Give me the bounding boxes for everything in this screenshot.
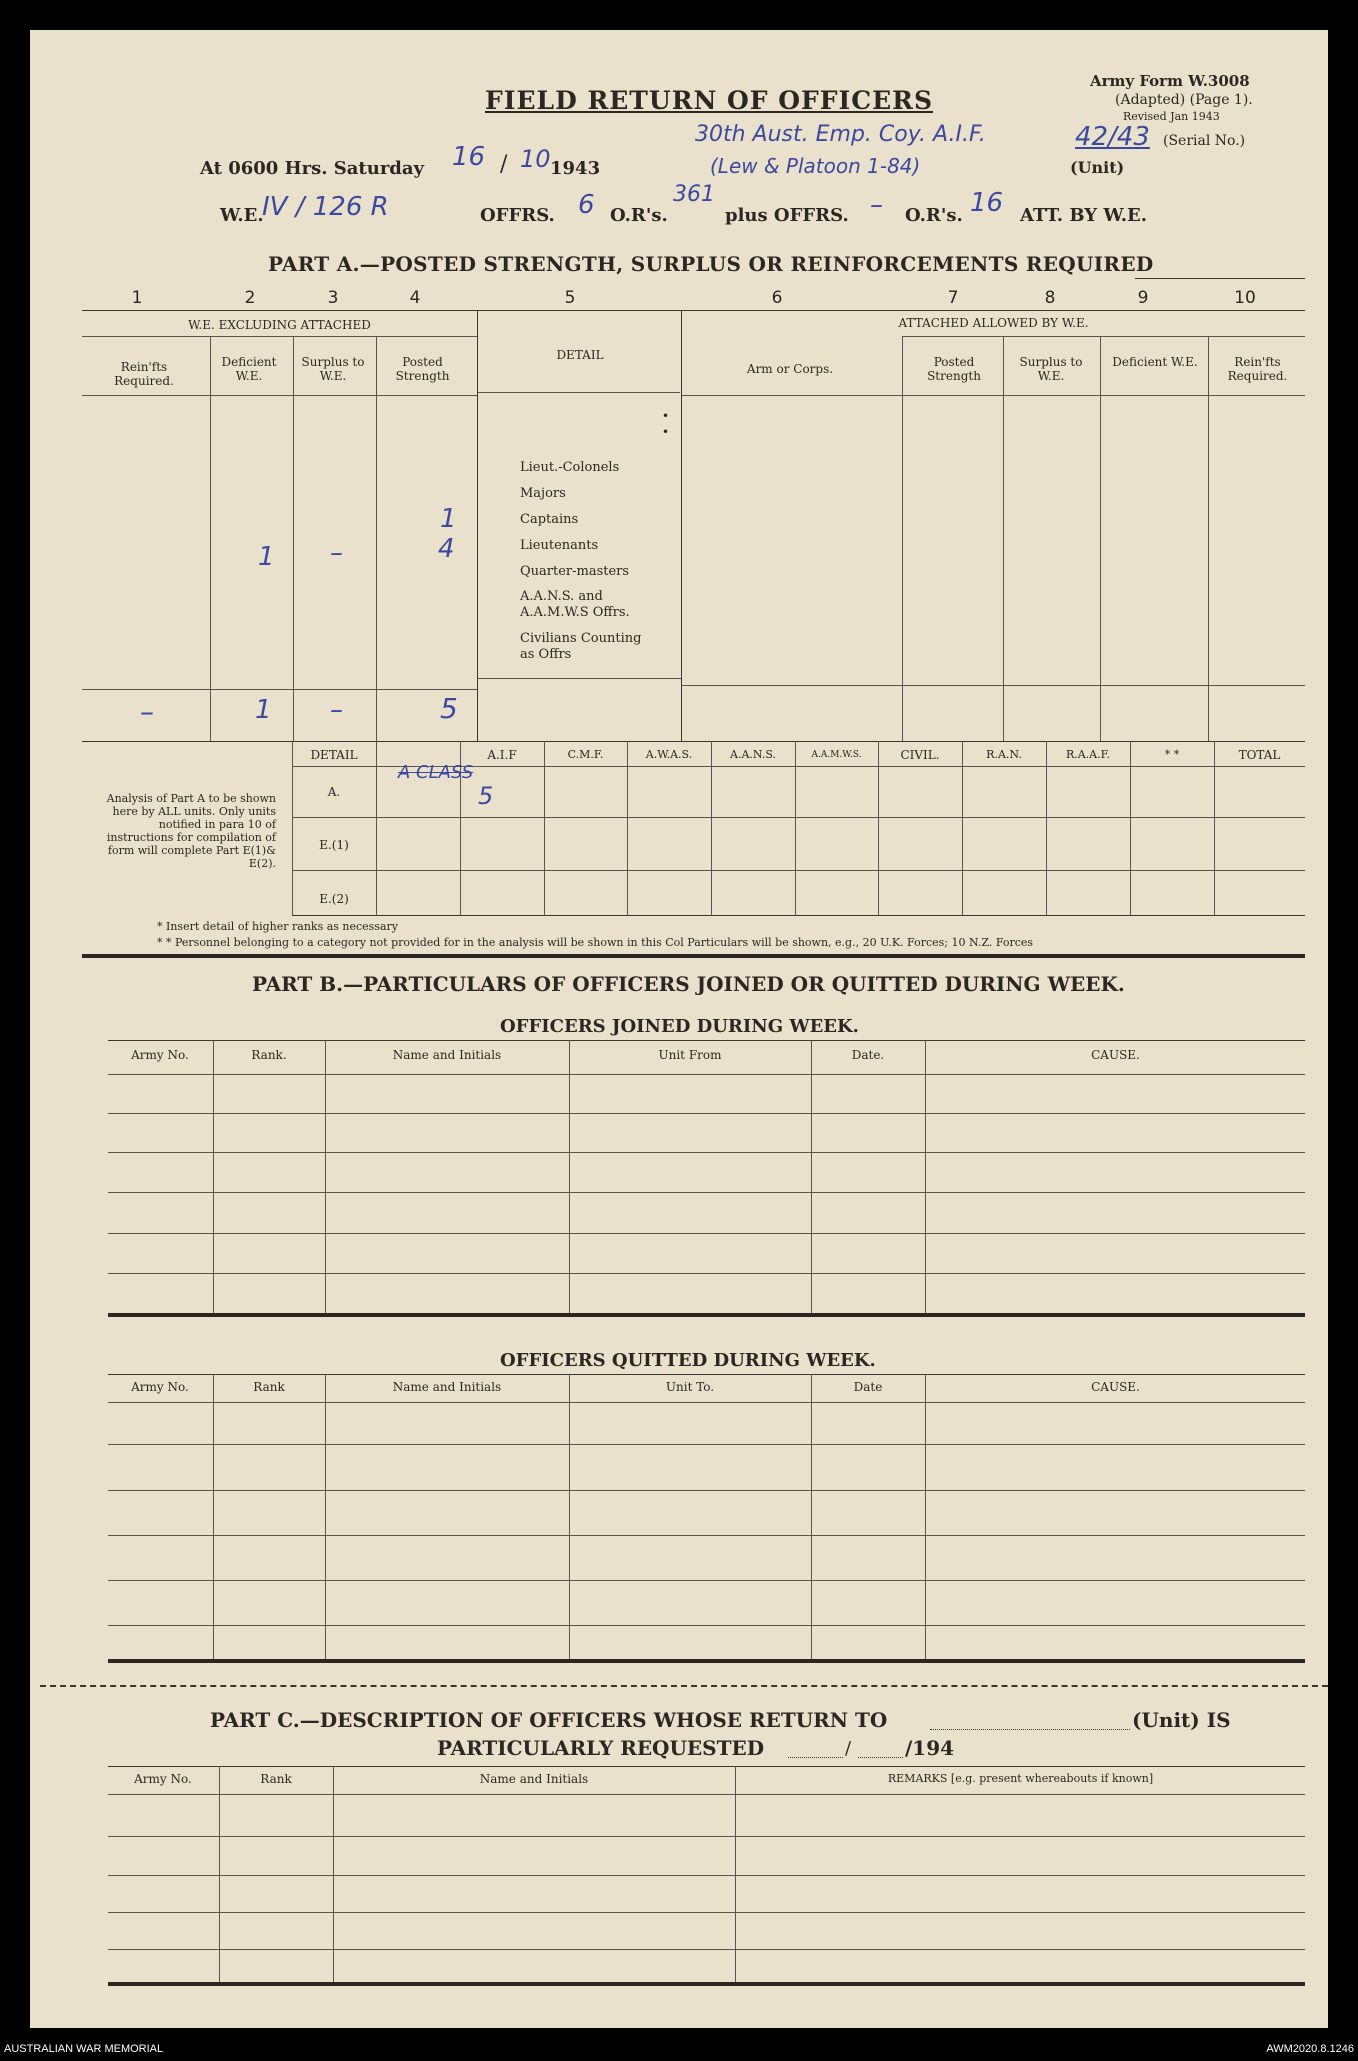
hw-lieutenants: 4 <box>438 534 455 564</box>
hw-unit-line1: 30th Aust. Emp. Coy. A.I.F. <box>695 122 986 147</box>
col-posted-r: Posted Strength <box>927 355 981 383</box>
hw-total-reinfts: – <box>140 695 154 728</box>
hw-unit-line2: (Lew & Platoon 1-84) <box>710 154 921 178</box>
footnote-2: * * Personnel belonging to a category not provided for in the analysis will be shown in this Col Particulars will be shown, e.g., 20 U.K. Forces; 10 N.Z. Forces <box>157 936 1034 949</box>
hw-offrs: 6 <box>578 190 595 220</box>
analysis-row-e2: E.(2) <box>319 892 349 906</box>
rank-list: Lieut.-Colonels Majors Captains Lieutenants Quarter-masters A.A.N.S. and A.A.M.W.S Offrs. Civilians Counting as Offrs <box>520 460 642 662</box>
serial-label: (Serial No.) <box>1163 133 1246 149</box>
part-c-month-blank[interactable] <box>858 1736 903 1758</box>
hw-captains: 1 <box>440 504 457 534</box>
form-number: Army Form W.3008 <box>1090 72 1250 90</box>
hw-aclass: A CLASS <box>398 762 474 783</box>
col-posted: Posted Strength <box>395 355 450 383</box>
hw-ors2: 16 <box>970 188 1004 218</box>
we-label: W.E. <box>220 205 264 226</box>
part-c-title-b: (Unit) IS <box>1132 1708 1231 1732</box>
form-title: FIELD RETURN OF OFFICERS <box>485 86 934 115</box>
hw-month: 10 <box>520 145 551 173</box>
form-revised: Revised Jan 1943 <box>1123 110 1220 123</box>
form-adapted: (Adapted) (Page 1). <box>1115 92 1253 108</box>
hw-serial: 42/43 <box>1075 122 1150 152</box>
col-reinfts: Rein'fts Required. <box>114 360 174 388</box>
hw-ors: 361 <box>673 182 715 207</box>
col-deficient-r: Deficient W.E. <box>1112 355 1198 369</box>
footnote-1: * Insert detail of higher ranks as necessary <box>157 920 398 933</box>
analysis-row-e1: E.(1) <box>319 838 349 852</box>
footer-right: AWM2020.8.1246 <box>1266 2043 1354 2055</box>
col-arm: Arm or Corps. <box>746 362 834 376</box>
col-deficient: Deficient W.E. <box>221 355 277 383</box>
col-detail: DETAIL <box>556 348 604 362</box>
hw-we: IV / 126 R <box>262 192 389 222</box>
ors2-label: O.R's. <box>905 205 963 226</box>
hw-total-surplus: – <box>330 695 343 725</box>
col-surplus: Surplus to W.E. <box>301 355 365 383</box>
ors-label: O.R's. <box>610 205 668 226</box>
hw-total-deficient: 1 <box>255 695 272 725</box>
joined-title: OFFICERS JOINED DURING WEEK. <box>500 1016 859 1037</box>
part-b-title: PART B.—PARTICULARS OF OFFICERS JOINED OR QUITTED DURING WEEK. <box>252 972 1125 996</box>
hw-deficient: 1 <box>258 542 275 572</box>
col-surplus-r: Surplus to W.E. <box>1019 355 1083 383</box>
attached-header: ATTACHED ALLOWED BY W.E. <box>898 316 1089 330</box>
part-c-title-c: PARTICULARLY REQUESTED <box>437 1736 765 1760</box>
form-sheet: FIELD RETURN OF OFFICERS Army Form W.3008 (Adapted) (Page 1). Revised Jan 1943 30th Aust. Emp. Coy. A.I.F. 42/43 (Serial No.) (Lew & Platoon 1-84) (Unit) At 0600 Hrs. Saturday 16 / 10 1943 W.E. IV / 126 R OFFRS. 6 O.R's. 361 plus OFFRS. – O.R's. 16 ATT. BY W.E. PART A.—POSTED STRENGTH, SURPLUS OR REINFORCEMENTS REQUIRED 1 2 3 4 5 6 7 8 9 10 W.E. EXCLUDING ATTACHED ATTACHED ALLOWED BY W.E. Rein'fts Required. Deficient W.E. Surplus to W.E. Posted Strength DETAIL Arm or Corps. Posted Strength Surplus to W.E. Deficient W.E. Rein'fts Required. • • Lieut.-Colonels Majors Captains Lieutenants Quarter-masters A.A.N.S. and A.A.M.W.S Offrs. Civilians Counting as Offrs 1 – 1 4 – 1 – 5 Analysis of Part A to be shown here by ALL units. Only units notified in para 10 of instructions for compilation of form will complete Part E(1)& E(2). DETAIL A.I.F C.M.F. A.W.A.S. A.A.N.S. A.A.M.W.S. CIVIL. R.A.N. R.A.A.F. * * TOTAL A. E.(1) E.(2) A CLASS 5 * Insert detail of higher ranks as necessary * * Personnel belonging to a category not provided for in the analysis will be shown in this Col Particulars will be shown, e.g., 20 U.K. Forces; 10 N.Z. Forces PART B.—PARTICULARS OF OFFICERS JOINED OR QUITTED DURING WEEK. OFFICERS JOINED DURING WEEK. Army No. Rank. Name and Initials Unit From Date. CAUSE. OFFICERS QUITTED DURING WEEK. Army No. Rank Name and Initials Unit To. Date CAUSE. PART C.—DESCRIPTION OF OFFICERS WHOSE RETURN TO (Unit) IS PARTICULARLY REQUESTED / /194 Army No. Rank Name and Initials REMARKS [e.g. present whereabouts if known] <box>30 30 1328 2028</box>
at-label: At 0600 Hrs. Saturday <box>200 158 425 179</box>
hw-plus-offrs: – <box>870 190 883 220</box>
analysis-note: Analysis of Part A to be shown here by ALL units. Only units notified in para 10 of instructions for compilation of form will complete Part E(1)& E(2). <box>106 792 276 870</box>
quitted-title: OFFICERS QUITTED DURING WEEK. <box>500 1350 876 1371</box>
hw-surplus: – <box>330 538 343 568</box>
footer-left: AUSTRALIAN WAR MEMORIAL <box>4 2043 164 2055</box>
hw-total-posted: 5 <box>440 692 458 725</box>
analysis-row-a: A. <box>327 785 341 799</box>
part-a-title: PART A.—POSTED STRENGTH, SURPLUS OR REINFORCEMENTS REQUIRED <box>268 252 1154 276</box>
hw-day: 16 <box>452 142 486 172</box>
att-label: ATT. BY W.E. <box>1020 205 1148 226</box>
unit-label: (Unit) <box>1070 158 1125 177</box>
hw-aif-count: 5 <box>478 782 494 810</box>
part-c-day-blank[interactable] <box>788 1736 843 1758</box>
year: 1943 <box>550 158 601 179</box>
we-excl-header: W.E. EXCLUDING ATTACHED <box>188 318 371 332</box>
part-c-title-a: PART C.—DESCRIPTION OF OFFICERS WHOSE RETURN TO <box>210 1708 888 1732</box>
col-reinfts-r: Rein'fts Required. <box>1227 355 1288 383</box>
part-c-unit-blank[interactable] <box>930 1710 1130 1730</box>
offrs-label: OFFRS. <box>480 205 555 226</box>
plus-offrs-label: plus OFFRS. <box>725 205 849 226</box>
part-c-title-d: /194 <box>905 1736 955 1760</box>
